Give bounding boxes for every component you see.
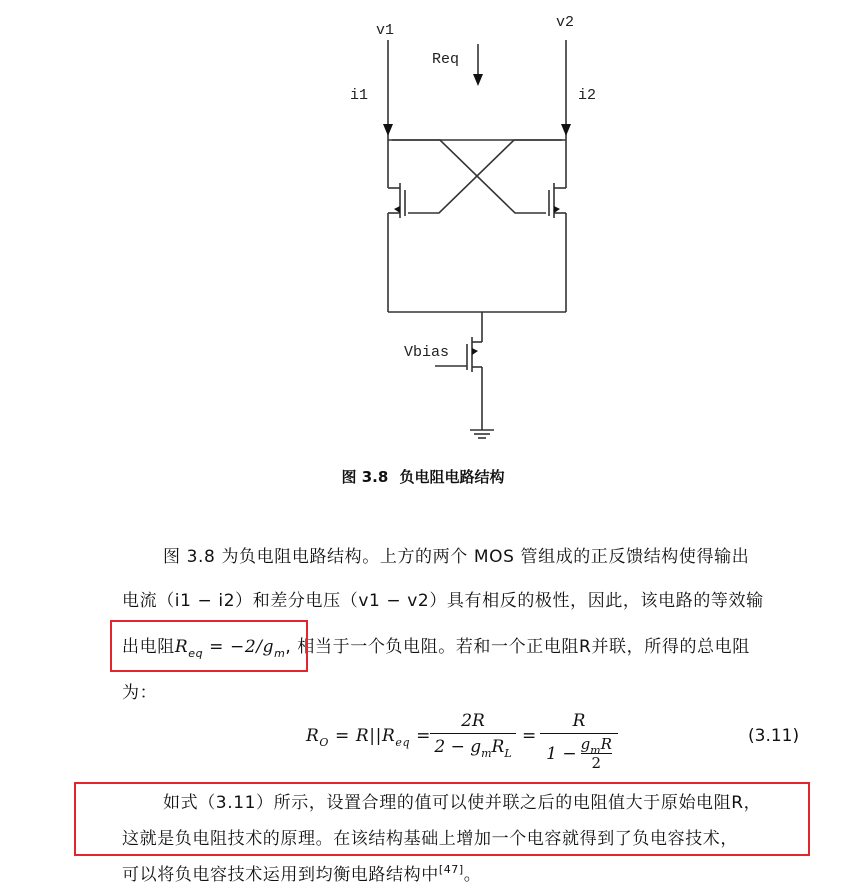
equation-number: (3.11)	[748, 726, 800, 746]
fraction-1	[430, 711, 516, 760]
p2-line3-end: 。	[463, 865, 482, 885]
fraction-1-numerator: 2R	[461, 711, 485, 731]
eq-parallel: = R||R	[329, 726, 396, 746]
fraction-1-denominator	[430, 733, 516, 760]
citation[interactable]: [47]	[438, 863, 464, 876]
highlight-box-paragraph	[74, 782, 810, 856]
req-subscript: eq	[188, 647, 204, 660]
vbias-label: Vbias	[404, 344, 450, 361]
eq-equals-2: =	[522, 726, 537, 746]
gm-subscript: m	[274, 647, 286, 660]
line3-suffix: , 相当于一个负电阻。若和一个正电阻R并联，所得的总电阻	[285, 637, 750, 657]
v2-label: v2	[556, 14, 575, 31]
figure-title: 负电阻电路结构	[399, 468, 505, 486]
equation-lhs	[306, 726, 431, 749]
req-value: = −2/g	[203, 637, 275, 657]
figure-caption	[0, 466, 846, 487]
paragraph1-line4: 为：	[122, 683, 158, 703]
eq-ro-subscript: O	[319, 736, 330, 749]
paragraph2-line3	[122, 860, 481, 885]
v1-label: v1	[376, 22, 395, 39]
inner-r: R	[600, 735, 612, 753]
highlight-box-req	[110, 620, 308, 672]
fraction-2-denominator	[540, 733, 618, 772]
fraction-2-numerator: R	[572, 711, 586, 731]
inner-fraction	[581, 735, 612, 772]
f1-den-a: 2 − g	[434, 737, 482, 757]
eq-ro-symbol: R	[306, 726, 320, 746]
paragraph1-line1: 图 3.8 为负电阻电路结构。上方的两个 MOS 管组成的正反馈结构使得输出	[163, 547, 750, 567]
req-label: Req	[432, 51, 460, 68]
eq-req-subscript: eq	[395, 736, 411, 749]
paragraph2-line2: 这就是负电阻技术的原理。在该结构基础上增加一个电容就得到了负电容技术，	[122, 829, 738, 849]
negative-resistance-circuit	[300, 0, 597, 450]
req-symbol: R	[174, 637, 189, 657]
inner-numerator	[580, 735, 612, 757]
inner-denominator: 2	[581, 753, 612, 772]
inner-sub: m	[590, 744, 601, 757]
paragraph2-line1: 如式（3.11）所示，设置合理的值可以使并联之后的电阻值大于原始电阻R，	[163, 793, 762, 813]
paragraph1-line2: 电流（i1 − i2）和差分电压（v1 − v2）具有相反的极性，因此，该电路的等效输	[122, 591, 764, 611]
i1-label: i1	[350, 87, 369, 104]
inner-g: g	[580, 735, 591, 753]
i2-label: i2	[578, 87, 597, 104]
f2-den-pre: 1 −	[546, 743, 577, 764]
fraction-2	[540, 711, 618, 772]
p2-line3-text: 可以将负电容技术运用到均衡电路结构中	[122, 865, 439, 885]
f1-den-r: R	[491, 737, 505, 757]
f1-den-sub: m	[481, 747, 492, 760]
line3-prefix: 出电阻	[122, 637, 175, 657]
figure-label: 图 3.8	[341, 468, 389, 486]
f1-den-sub2: L	[504, 747, 512, 760]
eq-equals-1: =	[410, 726, 431, 746]
